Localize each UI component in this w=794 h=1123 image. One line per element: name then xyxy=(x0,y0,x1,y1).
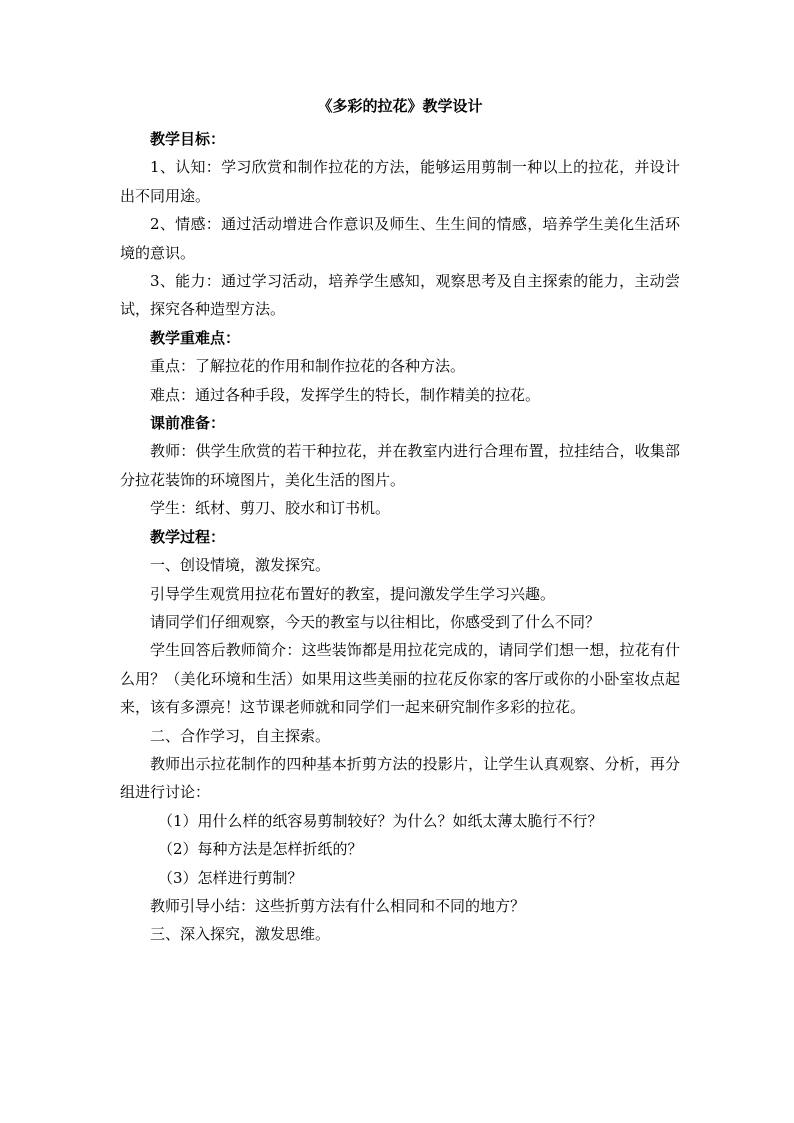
document-page xyxy=(120,96,680,949)
body-paragraph: 2、情感：通过活动增进合作意识及师生、生生间的情感，培养学生美化生活环境的意识。 xyxy=(120,215,680,262)
body-paragraph: 一、创设情境，激发探究。 xyxy=(150,556,331,575)
body-paragraph: 教师：供学生欣赏的若干种拉花，并在教室内进行合理布置，拉挂结合，收集部分拉花装饰的环境图片，美化生活的图片。 xyxy=(120,442,680,489)
body-paragraph: 学生：纸材、剪刀、胶水和订书机。 xyxy=(150,499,391,518)
section-heading: 教学重难点： xyxy=(150,328,241,347)
body-paragraph: 重点：了解拉花的作用和制作拉花的各种方法。 xyxy=(150,357,466,376)
body-paragraph: 教师引导小结：这些折剪方法有什么相同和不同的地方？ xyxy=(150,896,526,915)
body-paragraph: 二、合作学习，自主探索。 xyxy=(150,726,331,745)
sub-item: （3）怎样进行剪制？ xyxy=(158,868,303,887)
sub-item: （1）用什么样的纸容易剪制较好？为什么？如纸太薄太脆行不行？ xyxy=(158,811,603,830)
body-paragraph: 三、深入探究，激发思维。 xyxy=(150,925,331,944)
body-paragraph: 难点：通过各种手段，发挥学生的特长，制作精美的拉花。 xyxy=(150,385,541,404)
document-title: 《多彩的拉花》教学设计 xyxy=(317,97,483,115)
body-paragraph: 1、认知：学习欣赏和制作拉花的方法，能够运用剪制一种以上的拉花，并设计出不同用途。 xyxy=(120,158,680,205)
sub-item: （2）每种方法是怎样折纸的？ xyxy=(158,840,363,859)
body-paragraph: 教师出示拉花制作的四种基本折剪方法的投影片，让学生认真观察、分析，再分组进行讨论： xyxy=(120,754,680,802)
section-heading: 教学过程： xyxy=(150,527,226,546)
body-paragraph: 引导学生观赏用拉花布置好的教室，提问激发学生学习兴趣。 xyxy=(150,584,556,603)
section-heading: 课前准备： xyxy=(150,414,226,433)
body-paragraph: 请同学们仔细观察，今天的教室与以往相比，你感受到了什么不同？ xyxy=(150,612,601,631)
section-heading: 教学目标： xyxy=(150,130,226,148)
body-paragraph: 学生回答后教师简介：这些装饰都是用拉花完成的，请同学们想一想，拉花有什么用？（美化环境和生活）如果用这些美丽的拉花反你家的客厅或你的小卧室妆点起来，该有多漂亮！这节课老师就和同学们一起来研究制作多彩的拉花。 xyxy=(120,641,680,717)
body-paragraph: 3、能力：通过学习活动，培养学生感知，观察思考及自主探索的能力，主动尝试，探究各种造型方法。 xyxy=(120,272,680,319)
document-body xyxy=(120,125,680,949)
